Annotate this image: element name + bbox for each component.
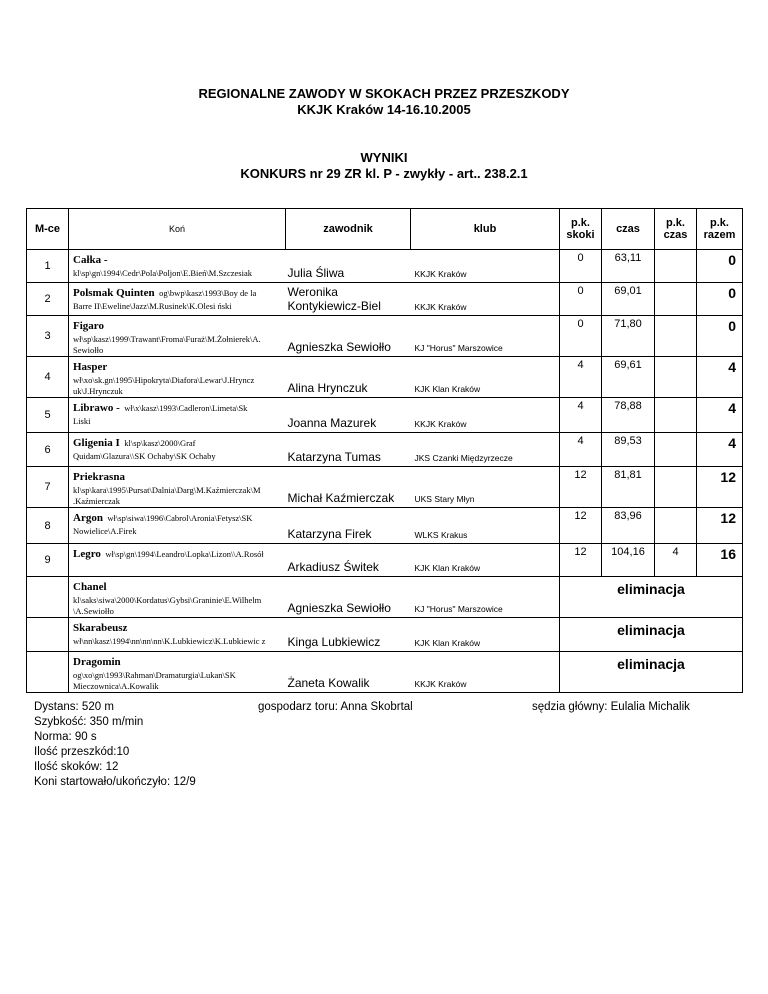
competition-venue-date: KKJK Kraków 14-16.10.2005 xyxy=(297,102,471,117)
horse-name: Polsmak Quinten xyxy=(73,287,155,299)
col-header-pk-time: p.k. czas xyxy=(655,209,697,250)
total-cell: 12 xyxy=(697,508,743,544)
horse-name: Librawo - xyxy=(73,402,120,414)
horse-pedigree-inline: wł\sp\gn\1994\Leandro\Lopka\Lizon\\A.Rosół xyxy=(105,549,264,559)
horse-name: Skarabeusz xyxy=(73,622,128,634)
club-cell: KJK Klan Kraków xyxy=(411,357,560,398)
total-cell: 16 xyxy=(697,544,743,577)
horse-cell xyxy=(69,250,286,283)
time-cell: 63,11 xyxy=(602,250,655,283)
col-header-horse: Koń xyxy=(69,209,286,250)
horse-pedigree: kl\sp\kara\1995\Pursat\Dalnia\Darg\M.Kaźmierczak\M .Kaźmierczak xyxy=(73,485,261,506)
table-row xyxy=(27,316,743,357)
horse-name: Argon xyxy=(73,512,103,524)
place-cell: 3 xyxy=(27,316,69,357)
place-cell xyxy=(27,618,69,652)
pk-jumps-cell: 0 xyxy=(560,250,602,283)
total-cell: 0 xyxy=(697,316,743,357)
rider-cell: Weronika Kontykiewicz-Biel xyxy=(286,283,411,316)
club-cell: KJ "Horus" Marszowice xyxy=(411,316,560,357)
chief-judge: sędzia główny: Eulalia Michalik xyxy=(532,701,690,713)
detail-obstacles: Ilość przeszkód:10 xyxy=(34,746,130,758)
horse-line xyxy=(73,508,284,526)
horse-pedigree-inline: wł\x\kasz\1993\Cadleron\Limeta\Sk xyxy=(124,403,248,413)
horse-line xyxy=(73,544,284,562)
pk-time-cell xyxy=(655,283,697,316)
course-designer: gospodarz toru: Anna Skobrtal xyxy=(258,701,413,713)
place-cell xyxy=(27,577,69,618)
club-cell: WLKS Krakus xyxy=(411,508,560,544)
horse-cell xyxy=(69,398,286,433)
horse-line xyxy=(73,433,284,451)
place-cell: 5 xyxy=(27,398,69,433)
club-cell: KJK Klan Kraków xyxy=(411,544,560,577)
time-cell: 89,53 xyxy=(602,433,655,467)
horse-name: Gligenia I xyxy=(73,437,120,449)
pk-time-cell xyxy=(655,467,697,508)
col-header-rider: zawodnik xyxy=(286,209,411,250)
horse-name: Dragomin xyxy=(73,656,121,668)
rider-cell: Agnieszka Sewiołło xyxy=(286,316,411,357)
pk-jumps-cell: 4 xyxy=(560,357,602,398)
total-cell: 12 xyxy=(697,467,743,508)
total-cell: 4 xyxy=(697,433,743,467)
horse-pedigree-inline: wł\sp\siwa\1996\Cabrol\Aronia\Fetysz\SK xyxy=(107,513,253,523)
horse-name: Chanel xyxy=(73,581,107,593)
detail-time-allowed: Norma: 90 s xyxy=(34,731,97,743)
detail-starters: Koni startowało/ukończyło: 12/9 xyxy=(34,776,196,788)
horse-pedigree: Quidam\Glazura\\SK Ochaby\SK Ochaby xyxy=(73,451,216,461)
horse-line xyxy=(73,652,284,670)
time-cell: 78,88 xyxy=(602,398,655,433)
club-cell: KJK Klan Kraków xyxy=(411,618,560,652)
pk-time-cell xyxy=(655,357,697,398)
rider-cell: Kinga Lubkiewicz xyxy=(286,618,411,652)
horse-cell xyxy=(69,467,286,508)
pk-time-cell xyxy=(655,398,697,433)
pk-time-cell xyxy=(655,508,697,544)
place-cell: 9 xyxy=(27,544,69,577)
pk-jumps-cell: 12 xyxy=(560,544,602,577)
place-cell: 6 xyxy=(27,433,69,467)
horse-pedigree: wł\sp\kasz\1999\Trawant\Froma\Furaż\M.Żołnierek\A. Sewiołło xyxy=(73,334,261,355)
rider-cell: Michał Kaźmierczak xyxy=(286,467,411,508)
time-cell: 104,16 xyxy=(602,544,655,577)
detail-jumps: Ilość skoków: 12 xyxy=(34,761,119,773)
col-header-pk-total: p.k. razem xyxy=(697,209,743,250)
detail-speed: Szybkość: 350 m/min xyxy=(34,716,144,728)
col-header-place: M-ce xyxy=(27,209,69,250)
table-row xyxy=(27,250,743,283)
horse-cell xyxy=(69,433,286,467)
club-cell: JKS Czanki Międzyrzecze xyxy=(411,433,560,467)
horse-pedigree: og\xo\gn\1993\Rahman\Dramaturgia\Lukan\SK Mieczownica\A.Kowalik xyxy=(73,670,236,691)
table-row xyxy=(27,433,743,467)
table-row xyxy=(27,508,743,544)
horse-cell xyxy=(69,357,286,398)
place-cell xyxy=(27,652,69,693)
table-row xyxy=(27,577,743,618)
horse-cell xyxy=(69,283,286,316)
time-cell: 81,81 xyxy=(602,467,655,508)
rider-cell: Katarzyna Firek xyxy=(286,508,411,544)
place-cell: 4 xyxy=(27,357,69,398)
horse-cell xyxy=(69,577,286,618)
pk-jumps-cell: 12 xyxy=(560,508,602,544)
club-cell: UKS Stary Młyn xyxy=(411,467,560,508)
horse-name: Priekrasna xyxy=(73,471,125,483)
place-cell: 2 xyxy=(27,283,69,316)
pk-time-cell: 4 xyxy=(655,544,697,577)
results-table xyxy=(26,208,743,693)
time-cell: 69,01 xyxy=(602,283,655,316)
rider-cell: Alina Hrynczuk xyxy=(286,357,411,398)
class-heading: KONKURS nr 29 ZR kl. P - zwykły - art.. 238.2.1 xyxy=(240,166,528,181)
horse-cell xyxy=(69,652,286,693)
horse-line xyxy=(73,577,284,595)
horse-cell xyxy=(69,618,286,652)
table-row xyxy=(27,618,743,652)
horse-name: Całka - xyxy=(73,254,108,266)
horse-pedigree: wł\nn\kasz\1994\nn\nn\nn\K.Lubkiewicz\K.Lubkiewic z xyxy=(73,636,266,646)
time-cell: 83,96 xyxy=(602,508,655,544)
horse-line xyxy=(73,283,284,301)
course-details xyxy=(34,700,196,790)
total-cell: 4 xyxy=(697,357,743,398)
rider-cell: Agnieszka Sewiołło xyxy=(286,577,411,618)
place-cell: 1 xyxy=(27,250,69,283)
place-cell: 8 xyxy=(27,508,69,544)
horse-name: Hasper xyxy=(73,361,108,373)
time-cell: 71,80 xyxy=(602,316,655,357)
club-cell: KKJK Kraków xyxy=(411,250,560,283)
horse-pedigree-inline: og\bwp\kasz\1993\Boy de la xyxy=(159,288,257,298)
horse-line xyxy=(73,618,284,636)
rider-cell: Żaneta Kowalik xyxy=(286,652,411,693)
detail-distance: Dystans: 520 m xyxy=(34,701,114,713)
col-header-pk-jumps: p.k. skoki xyxy=(560,209,602,250)
horse-cell xyxy=(69,544,286,577)
rider-cell: Joanna Mazurek xyxy=(286,398,411,433)
horse-name: Legro xyxy=(73,548,101,560)
horse-pedigree: Liski xyxy=(73,416,91,426)
eliminated-cell: eliminacja xyxy=(560,577,743,618)
horse-name: Figaro xyxy=(73,320,104,332)
table-row xyxy=(27,398,743,433)
club-cell: KKJK Kraków xyxy=(411,652,560,693)
table-row xyxy=(27,652,743,693)
place-cell: 7 xyxy=(27,467,69,508)
horse-pedigree: wł\xo\sk.gn\1995\Hipokryta\Diafora\Lewar\J.Hryncz uk\J.Hrynczuk xyxy=(73,375,255,396)
horse-pedigree: kl\saks\siwa\2000\Kordatus\Gybsi\Graninie\E.Wilhelm \A.Sewiołło xyxy=(73,595,262,616)
rider-cell: Arkadiusz Świtek xyxy=(286,544,411,577)
results-heading: WYNIKI xyxy=(360,150,408,165)
pk-time-cell xyxy=(655,250,697,283)
total-cell: 4 xyxy=(697,398,743,433)
total-cell: 0 xyxy=(697,250,743,283)
club-cell: KKJK Kraków xyxy=(411,398,560,433)
horse-pedigree: Barre II\Eweline\Jazz\M.Rusinek\K.Olesi ński xyxy=(73,301,232,311)
horse-line xyxy=(73,316,284,334)
table-header-row xyxy=(27,209,743,250)
horse-cell xyxy=(69,316,286,357)
rider-cell: Julia Śliwa xyxy=(286,250,411,283)
horse-line xyxy=(73,467,284,485)
col-header-time: czas xyxy=(602,209,655,250)
pk-jumps-cell: 4 xyxy=(560,398,602,433)
rider-cell: Katarzyna Tumas xyxy=(286,433,411,467)
col-header-club: klub xyxy=(411,209,560,250)
table-row xyxy=(27,283,743,316)
horse-cell xyxy=(69,508,286,544)
pk-time-cell xyxy=(655,316,697,357)
club-cell: KJ "Horus" Marszowice xyxy=(411,577,560,618)
eliminated-cell: eliminacja xyxy=(560,652,743,693)
total-cell: 0 xyxy=(697,283,743,316)
pk-jumps-cell: 4 xyxy=(560,433,602,467)
horse-pedigree-inline: kl\sp\kasz\2000\Graf xyxy=(124,438,196,448)
table-row xyxy=(27,357,743,398)
club-cell: KKJK Kraków xyxy=(411,283,560,316)
competition-title: REGIONALNE ZAWODY W SKOKACH PRZEZ PRZESZKODY xyxy=(198,86,570,101)
table-row xyxy=(27,544,743,577)
table-row xyxy=(27,467,743,508)
horse-line xyxy=(73,250,284,268)
pk-jumps-cell: 0 xyxy=(560,283,602,316)
pk-jumps-cell: 0 xyxy=(560,316,602,357)
horse-pedigree: Nowielice\A.Firek xyxy=(73,526,137,536)
time-cell: 69,61 xyxy=(602,357,655,398)
pk-time-cell xyxy=(655,433,697,467)
eliminated-cell: eliminacja xyxy=(560,618,743,652)
horse-line xyxy=(73,357,284,375)
horse-pedigree: kl\sp\gn\1994\Cedr\Pola\Poljon\E.Bień\M.Szczesiak xyxy=(73,268,252,278)
pk-jumps-cell: 12 xyxy=(560,467,602,508)
horse-line xyxy=(73,398,284,416)
